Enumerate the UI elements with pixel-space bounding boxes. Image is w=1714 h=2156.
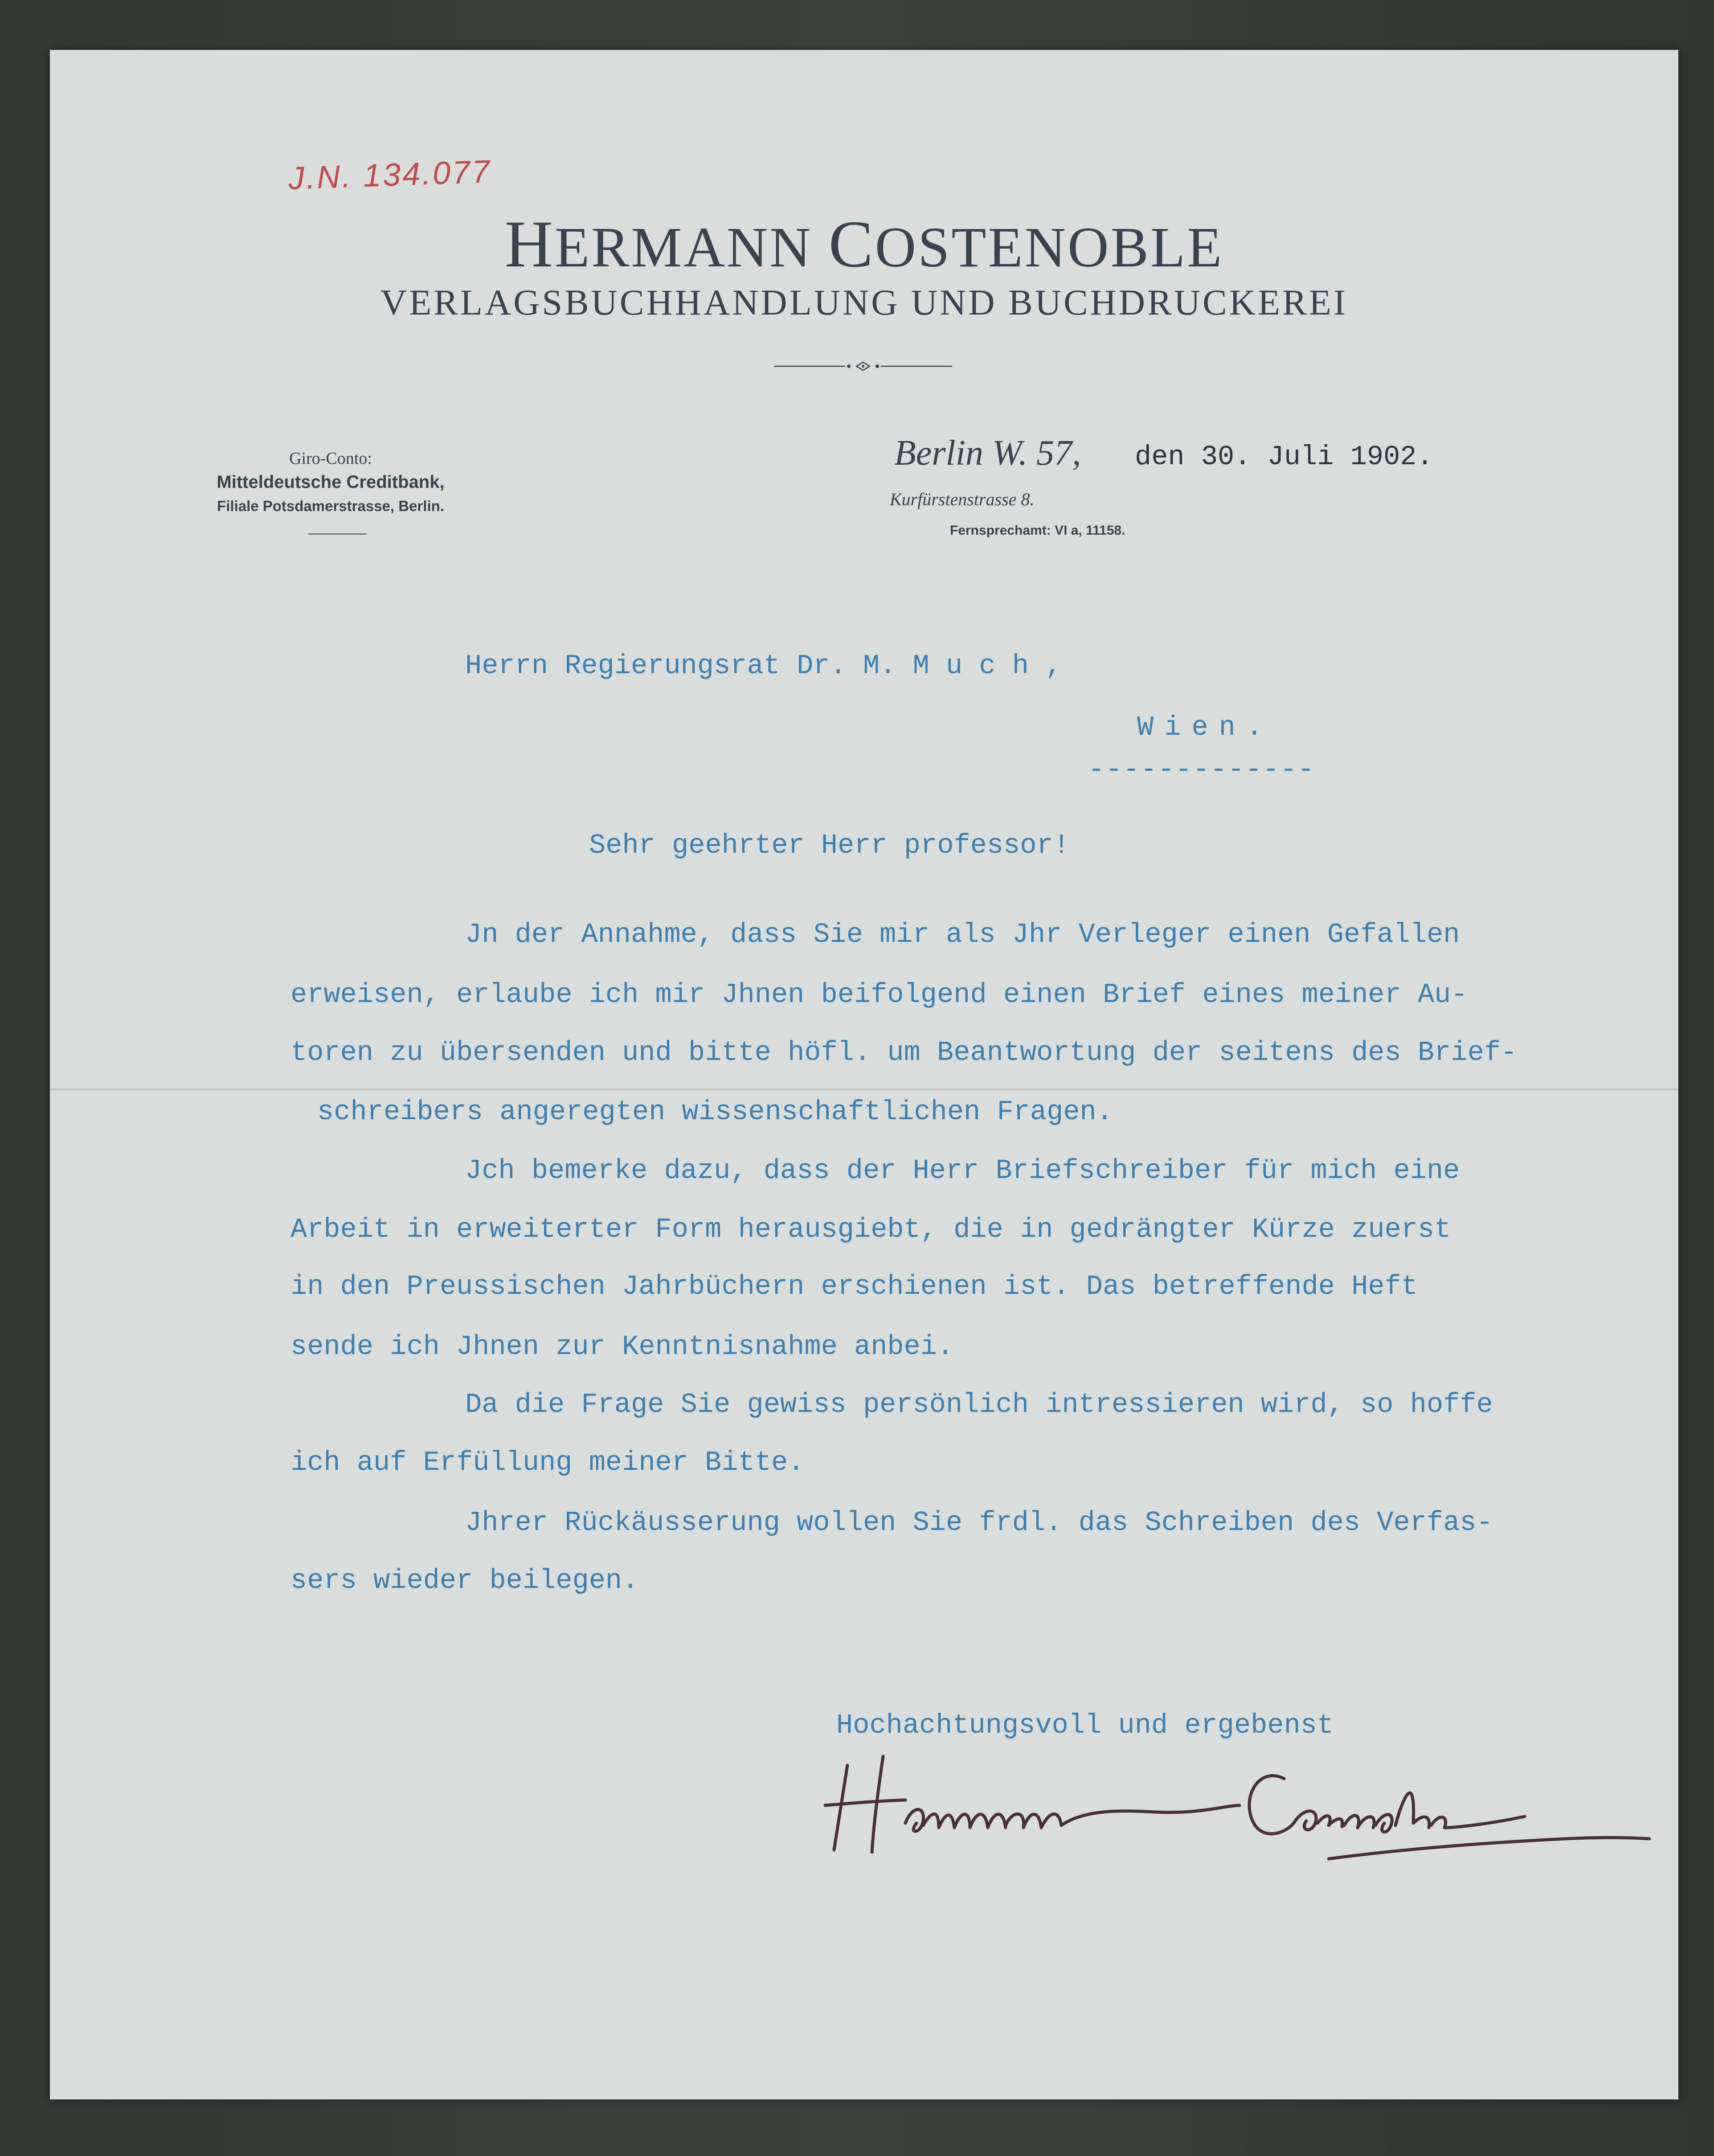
body-line: in den Preussischen Jahrbüchern erschienen ist. Das betreffende Heft xyxy=(290,1271,1418,1302)
recipient-name: Herrn Regierungsrat Dr. M. M u c h , xyxy=(465,650,1062,682)
letterhead-first-rest: ERMANN xyxy=(554,216,813,279)
letter-street: Kurfürstenstrasse 8. xyxy=(890,489,1035,509)
bank-label: Giro-Conto: xyxy=(289,449,372,468)
letterhead-name-first xyxy=(504,207,813,281)
archive-reference-note: J.N. 134.077 xyxy=(287,154,492,196)
body-line: sers wieder beilegen. xyxy=(290,1565,639,1596)
letter-phone: Fernsprechamt: VI a, 11158. xyxy=(950,523,1125,538)
letter-page xyxy=(50,50,1678,2099)
letterhead-name xyxy=(50,206,1678,282)
body-line: toren zu übersenden und bitte höfl. um Beantwortung der seitens des Brief- xyxy=(290,1037,1518,1068)
letterhead-name-last xyxy=(828,207,1224,281)
body-line: erweisen, erlaube ich mir Jhnen beifolgend einen Brief eines meiner Au- xyxy=(290,979,1468,1010)
bank-divider xyxy=(308,533,366,535)
body-line: Jhrer Rückäusserung wollen Sie frdl. das Schreiben des Verfas- xyxy=(465,1507,1493,1538)
letterhead-last-initial: C xyxy=(828,207,875,281)
body-line: Da die Frage Sie gewiss persönlich intressieren wird, so hoffe xyxy=(465,1389,1493,1420)
letterhead-first-initial: H xyxy=(504,207,555,281)
salutation: Sehr geehrter Herr professor! xyxy=(589,830,1070,861)
letterhead-ornament-icon xyxy=(774,360,952,373)
letter-city: Berlin W. 57, xyxy=(894,434,1081,473)
closing-phrase: Hochachtungsvoll und ergebenst xyxy=(836,1710,1334,1741)
bank-name: Mitteldeutsche Creditbank, xyxy=(217,472,445,492)
recipient-city: Wien. xyxy=(1137,712,1274,743)
letterhead-subtitle: VERLAGSBUCHHANDLUNG UND BUCHDRUCKEREI xyxy=(380,282,1348,323)
body-line: Jn der Annahme, dass Sie mir als Jhr Verleger einen Gefallen xyxy=(465,919,1460,950)
letter-date: den 30. Juli 1902. xyxy=(1135,441,1433,473)
body-line: sende ich Jhnen zur Kenntnisnahme anbei. xyxy=(290,1331,954,1362)
body-line: ich auf Erfüllung meiner Bitte. xyxy=(290,1447,805,1478)
body-line: Arbeit in erweiterter Form herausgiebt, die in gedrängter Kürze zuerst xyxy=(290,1214,1451,1245)
handwritten-signature xyxy=(816,1739,1672,1872)
bank-branch: Filiale Potsdamerstrasse, Berlin. xyxy=(217,498,444,514)
body-line: Jch bemerke dazu, dass der Herr Briefschreiber für mich eine xyxy=(465,1155,1460,1186)
letterhead-last-rest: OSTENOBLE xyxy=(875,216,1224,279)
body-line: schreibers angeregten wissenschaftlichen Fragen. xyxy=(317,1096,1113,1128)
recipient-underline: ------------- xyxy=(1088,754,1315,785)
